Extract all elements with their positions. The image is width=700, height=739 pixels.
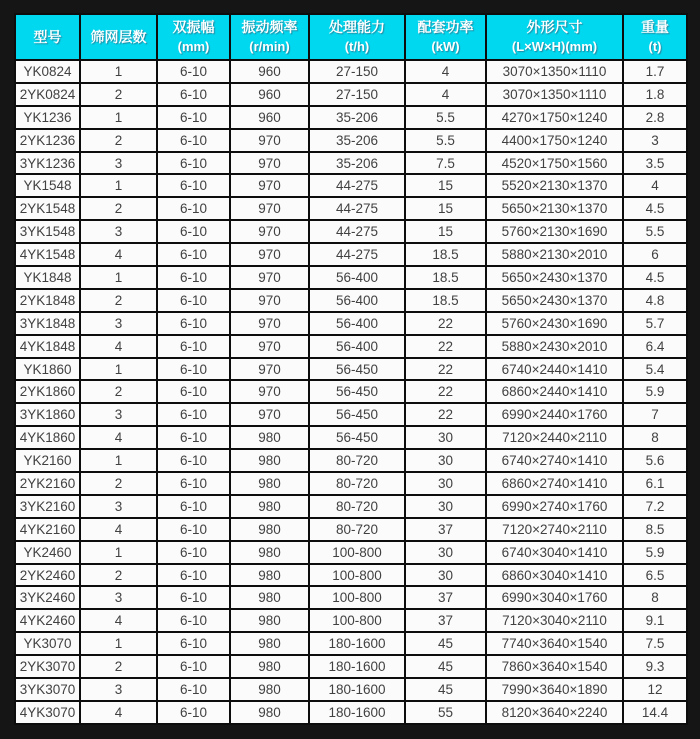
cell-frequency: 970 [230,266,309,289]
table-row [15,358,687,381]
cell-layers: 1 [80,541,157,564]
cell-frequency: 970 [230,335,309,358]
cell-dimensions: 6990×3040×1760 [486,586,623,609]
cell-dimensions: 6990×2740×1760 [486,495,623,518]
cell-dimensions: 6860×3040×1410 [486,564,623,587]
cell-model: 2YK1860 [15,380,80,403]
cell-frequency: 970 [230,197,309,220]
table-row [15,678,687,701]
cell-layers: 2 [80,655,157,678]
header-label: 筛网层数 [90,28,147,45]
cell-weight: 6.4 [623,335,687,358]
header-unit: (kW) [431,39,460,54]
table-row [15,426,687,449]
header-label: 重量 [641,19,669,35]
cell-amplitude: 6-10 [157,564,230,587]
header-unit: (t) [648,39,662,54]
cell-amplitude: 6-10 [157,632,230,655]
cell-model: 4YK1848 [15,335,80,358]
cell-weight: 6 [623,243,687,266]
cell-dimensions: 5520×2130×1370 [486,174,623,197]
cell-frequency: 960 [230,83,309,106]
cell-amplitude: 6-10 [157,472,230,495]
cell-dimensions: 5880×2130×2010 [486,243,623,266]
table-row [15,449,687,472]
header-cell-weight [623,14,687,60]
cell-weight: 8 [623,586,687,609]
cell-amplitude: 6-10 [157,449,230,472]
cell-power: 30 [405,541,486,564]
cell-amplitude: 6-10 [157,678,230,701]
cell-frequency: 960 [230,60,309,83]
header-unit: (t/h) [344,39,370,54]
cell-capacity: 35-206 [309,152,405,175]
table-row [15,518,687,541]
cell-power: 15 [405,220,486,243]
cell-amplitude: 6-10 [157,495,230,518]
cell-layers: 1 [80,358,157,381]
cell-model: YK1548 [15,174,80,197]
table-row [15,472,687,495]
cell-power: 15 [405,174,486,197]
cell-capacity: 35-206 [309,129,405,152]
table-row [15,220,687,243]
cell-dimensions: 5880×2430×2010 [486,335,623,358]
cell-power: 45 [405,632,486,655]
cell-layers: 3 [80,220,157,243]
cell-dimensions: 7120×2740×2110 [486,518,623,541]
cell-layers: 2 [80,472,157,495]
cell-frequency: 980 [230,472,309,495]
cell-amplitude: 6-10 [157,380,230,403]
cell-capacity: 56-400 [309,266,405,289]
cell-amplitude: 6-10 [157,174,230,197]
cell-dimensions: 6860×2440×1410 [486,380,623,403]
cell-model: 3YK1848 [15,312,80,335]
cell-weight: 5.5 [623,220,687,243]
cell-model: YK0824 [15,60,80,83]
cell-weight: 7.5 [623,632,687,655]
cell-capacity: 100-800 [309,541,405,564]
header-cell-power [405,14,486,60]
cell-dimensions: 5760×2430×1690 [486,312,623,335]
cell-capacity: 100-800 [309,586,405,609]
cell-frequency: 970 [230,380,309,403]
header-label: 外形尺寸 [526,19,583,35]
cell-weight: 14.4 [623,701,687,724]
cell-weight: 2.8 [623,106,687,129]
cell-frequency: 970 [230,358,309,381]
cell-dimensions: 8120×3640×2240 [486,701,623,724]
cell-power: 37 [405,518,486,541]
cell-amplitude: 6-10 [157,426,230,449]
header-cell-frequency [230,14,309,60]
table-row [15,197,687,220]
cell-model: 2YK1848 [15,289,80,312]
cell-capacity: 80-720 [309,472,405,495]
cell-amplitude: 6-10 [157,243,230,266]
cell-capacity: 44-275 [309,174,405,197]
cell-model: YK1848 [15,266,80,289]
cell-dimensions: 4270×1750×1240 [486,106,623,129]
cell-model: 2YK0824 [15,83,80,106]
cell-frequency: 980 [230,518,309,541]
cell-weight: 7 [623,403,687,426]
cell-frequency: 970 [230,220,309,243]
cell-amplitude: 6-10 [157,655,230,678]
cell-frequency: 980 [230,632,309,655]
cell-model: 2YK2460 [15,564,80,587]
cell-weight: 9.1 [623,609,687,632]
cell-weight: 5.6 [623,449,687,472]
cell-layers: 4 [80,426,157,449]
cell-model: 3YK1860 [15,403,80,426]
cell-power: 37 [405,609,486,632]
cell-weight: 12 [623,678,687,701]
cell-layers: 1 [80,449,157,472]
cell-power: 22 [405,380,486,403]
cell-capacity: 56-450 [309,358,405,381]
cell-amplitude: 6-10 [157,358,230,381]
cell-layers: 2 [80,129,157,152]
cell-frequency: 970 [230,129,309,152]
cell-dimensions: 5760×2130×1690 [486,220,623,243]
cell-layers: 1 [80,60,157,83]
cell-dimensions: 4520×1750×1560 [486,152,623,175]
cell-model: 3YK3070 [15,678,80,701]
cell-frequency: 980 [230,586,309,609]
cell-model: 4YK2160 [15,518,80,541]
table-row [15,289,687,312]
cell-power: 4 [405,60,486,83]
cell-capacity: 27-150 [309,83,405,106]
cell-weight: 5.4 [623,358,687,381]
cell-frequency: 980 [230,426,309,449]
cell-model: 2YK3070 [15,655,80,678]
header-cell-amplitude [157,14,230,60]
table-row [15,129,687,152]
cell-power: 30 [405,564,486,587]
cell-weight: 8 [623,426,687,449]
cell-amplitude: 6-10 [157,609,230,632]
table-row [15,312,687,335]
cell-layers: 3 [80,312,157,335]
cell-layers: 2 [80,83,157,106]
cell-dimensions: 5650×2430×1370 [486,289,623,312]
cell-layers: 4 [80,701,157,724]
cell-power: 45 [405,678,486,701]
cell-capacity: 56-400 [309,289,405,312]
cell-model: YK1236 [15,106,80,129]
cell-frequency: 980 [230,678,309,701]
table-body [15,60,687,724]
cell-layers: 3 [80,495,157,518]
cell-model: 3YK2160 [15,495,80,518]
header-cell-capacity [309,14,405,60]
header-cell-dimensions [486,14,623,60]
cell-amplitude: 6-10 [157,152,230,175]
cell-dimensions: 6740×3040×1410 [486,541,623,564]
cell-capacity: 56-400 [309,312,405,335]
table-row [15,541,687,564]
cell-amplitude: 6-10 [157,335,230,358]
cell-frequency: 980 [230,449,309,472]
cell-power: 5.5 [405,129,486,152]
cell-capacity: 80-720 [309,518,405,541]
cell-weight: 1.7 [623,60,687,83]
cell-amplitude: 6-10 [157,220,230,243]
cell-model: 2YK1548 [15,197,80,220]
cell-power: 55 [405,701,486,724]
cell-frequency: 970 [230,403,309,426]
cell-capacity: 80-720 [309,449,405,472]
cell-layers: 4 [80,243,157,266]
cell-power: 18.5 [405,266,486,289]
cell-capacity: 180-1600 [309,632,405,655]
cell-power: 22 [405,403,486,426]
cell-capacity: 180-1600 [309,678,405,701]
cell-frequency: 970 [230,243,309,266]
cell-power: 37 [405,586,486,609]
cell-power: 30 [405,495,486,518]
header-label: 型号 [33,28,62,45]
cell-weight: 6.1 [623,472,687,495]
cell-weight: 7.2 [623,495,687,518]
cell-weight: 6.5 [623,564,687,587]
cell-layers: 3 [80,403,157,426]
cell-amplitude: 6-10 [157,518,230,541]
cell-frequency: 980 [230,541,309,564]
cell-amplitude: 6-10 [157,197,230,220]
header-unit: (L×W×H)(mm) [511,39,598,54]
spec-table [14,13,688,725]
cell-capacity: 44-275 [309,197,405,220]
cell-amplitude: 6-10 [157,403,230,426]
cell-model: 2YK2160 [15,472,80,495]
cell-dimensions: 7860×3640×1540 [486,655,623,678]
header-label: 配套功率 [417,19,474,35]
cell-layers: 3 [80,678,157,701]
cell-layers: 4 [80,518,157,541]
cell-layers: 3 [80,152,157,175]
table-row [15,564,687,587]
cell-amplitude: 6-10 [157,83,230,106]
cell-frequency: 970 [230,312,309,335]
cell-power: 4 [405,83,486,106]
table-header [15,14,687,60]
cell-model: 3YK1236 [15,152,80,175]
cell-weight: 3 [623,129,687,152]
cell-power: 22 [405,335,486,358]
cell-layers: 2 [80,564,157,587]
cell-power: 18.5 [405,289,486,312]
cell-weight: 5.9 [623,541,687,564]
cell-frequency: 960 [230,106,309,129]
cell-amplitude: 6-10 [157,289,230,312]
table-row [15,655,687,678]
cell-model: 4YK2460 [15,609,80,632]
table-row [15,266,687,289]
cell-power: 22 [405,312,486,335]
cell-power: 30 [405,472,486,495]
cell-amplitude: 6-10 [157,701,230,724]
cell-dimensions: 3070×1350×1110 [486,83,623,106]
table-row [15,632,687,655]
cell-dimensions: 7990×3640×1890 [486,678,623,701]
header-row [15,14,687,60]
cell-dimensions: 4400×1750×1240 [486,129,623,152]
cell-model: 2YK1236 [15,129,80,152]
cell-layers: 1 [80,106,157,129]
cell-model: YK2460 [15,541,80,564]
cell-power: 5.5 [405,106,486,129]
table-row [15,380,687,403]
table-row [15,152,687,175]
cell-frequency: 980 [230,701,309,724]
table-row [15,403,687,426]
header-cell-model [15,14,80,60]
cell-capacity: 80-720 [309,495,405,518]
cell-dimensions: 3070×1350×1110 [486,60,623,83]
cell-frequency: 980 [230,609,309,632]
cell-power: 15 [405,197,486,220]
table-row [15,60,687,83]
cell-capacity: 27-150 [309,60,405,83]
cell-model: YK2160 [15,449,80,472]
cell-weight: 4.5 [623,266,687,289]
cell-frequency: 980 [230,655,309,678]
cell-model: 3YK2460 [15,586,80,609]
cell-frequency: 970 [230,174,309,197]
table-row [15,335,687,358]
cell-capacity: 56-450 [309,403,405,426]
cell-power: 30 [405,449,486,472]
cell-capacity: 44-275 [309,243,405,266]
cell-amplitude: 6-10 [157,106,230,129]
header-unit: (mm) [177,39,210,54]
cell-layers: 1 [80,266,157,289]
cell-layers: 1 [80,174,157,197]
cell-dimensions: 5650×2430×1370 [486,266,623,289]
cell-layers: 1 [80,632,157,655]
cell-weight: 9.3 [623,655,687,678]
header-cell-layers [80,14,157,60]
cell-power: 22 [405,358,486,381]
cell-weight: 5.7 [623,312,687,335]
cell-amplitude: 6-10 [157,312,230,335]
cell-power: 30 [405,426,486,449]
cell-capacity: 35-206 [309,106,405,129]
cell-weight: 8.5 [623,518,687,541]
cell-model: 4YK1860 [15,426,80,449]
cell-capacity: 100-800 [309,609,405,632]
cell-amplitude: 6-10 [157,129,230,152]
cell-layers: 2 [80,380,157,403]
cell-capacity: 100-800 [309,564,405,587]
header-label: 双振幅 [172,19,215,35]
cell-weight: 4.5 [623,197,687,220]
cell-amplitude: 6-10 [157,266,230,289]
cell-weight: 5.9 [623,380,687,403]
cell-weight: 1.8 [623,83,687,106]
cell-dimensions: 7740×3640×1540 [486,632,623,655]
cell-model: 4YK1548 [15,243,80,266]
cell-dimensions: 7120×3040×2110 [486,609,623,632]
cell-dimensions: 6860×2740×1410 [486,472,623,495]
cell-layers: 4 [80,335,157,358]
cell-capacity: 180-1600 [309,701,405,724]
cell-capacity: 56-450 [309,380,405,403]
cell-capacity: 56-400 [309,335,405,358]
cell-frequency: 970 [230,152,309,175]
table-row [15,174,687,197]
cell-layers: 4 [80,609,157,632]
cell-power: 18.5 [405,243,486,266]
cell-amplitude: 6-10 [157,60,230,83]
cell-layers: 2 [80,289,157,312]
cell-model: YK3070 [15,632,80,655]
table-row [15,243,687,266]
cell-capacity: 180-1600 [309,655,405,678]
table-row [15,609,687,632]
cell-capacity: 44-275 [309,220,405,243]
cell-model: 4YK3070 [15,701,80,724]
cell-model: YK1860 [15,358,80,381]
cell-weight: 4.8 [623,289,687,312]
cell-power: 7.5 [405,152,486,175]
header-label: 振动频率 [241,19,298,35]
table-row [15,701,687,724]
table-row [15,106,687,129]
header-label: 处理能力 [329,19,385,35]
cell-weight: 4 [623,174,687,197]
cell-amplitude: 6-10 [157,586,230,609]
cell-dimensions: 5650×2130×1370 [486,197,623,220]
cell-amplitude: 6-10 [157,541,230,564]
cell-weight: 3.5 [623,152,687,175]
cell-frequency: 970 [230,289,309,312]
cell-layers: 2 [80,197,157,220]
cell-model: 3YK1548 [15,220,80,243]
cell-dimensions: 6990×2440×1760 [486,403,623,426]
table-row [15,83,687,106]
header-unit: (r/min) [249,39,290,54]
cell-capacity: 56-450 [309,426,405,449]
spec-table-container [14,13,688,725]
cell-dimensions: 7120×2440×2110 [486,426,623,449]
cell-power: 45 [405,655,486,678]
cell-frequency: 980 [230,564,309,587]
table-row [15,586,687,609]
cell-layers: 3 [80,586,157,609]
cell-dimensions: 6740×2440×1410 [486,358,623,381]
cell-dimensions: 6740×2740×1410 [486,449,623,472]
cell-frequency: 980 [230,495,309,518]
table-row [15,495,687,518]
